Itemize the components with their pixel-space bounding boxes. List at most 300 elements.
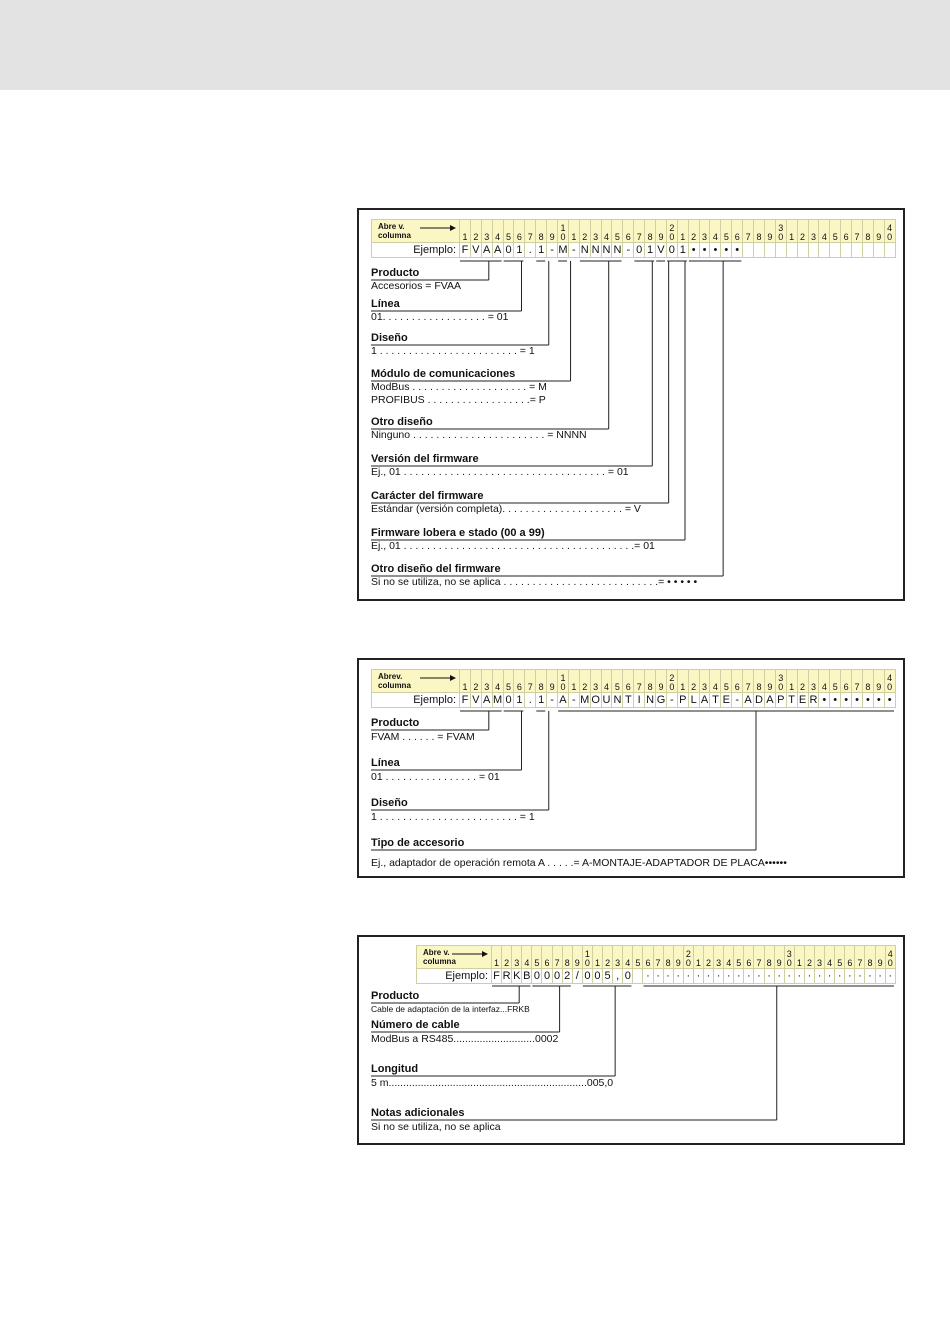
column-unit-number: 7 <box>854 232 860 242</box>
example-char-cell: A <box>700 693 709 706</box>
column-unit-number: 4 <box>712 682 718 692</box>
column-unit-number: 7 <box>745 232 751 242</box>
example-char-cell: U <box>602 693 611 706</box>
example-char-cell: 1 <box>536 243 547 258</box>
example-char-cell: • <box>862 693 873 708</box>
column-number-cell <box>634 670 645 693</box>
column-unit-number: 6 <box>734 232 740 242</box>
column-number-cell <box>732 220 743 243</box>
column-number-cell <box>786 670 797 693</box>
column-unit-number: 8 <box>865 232 871 242</box>
column-unit-number: 0 <box>778 682 784 692</box>
column-unit-number: 2 <box>582 682 588 692</box>
column-number-cell <box>582 946 592 969</box>
column-unit-number: 9 <box>767 682 773 692</box>
example-char-cell: V <box>657 243 665 256</box>
column-unit-number: 2 <box>473 232 479 242</box>
example-char-cell: 0 <box>584 969 591 982</box>
column-tens-marker: 2 <box>669 223 675 233</box>
example-char-cell: 0 <box>503 243 514 258</box>
column-unit-number: 4 <box>821 682 827 692</box>
example-char-cell <box>633 969 643 984</box>
column-number-cell <box>558 220 569 243</box>
example-char-cell: 0 <box>666 243 677 258</box>
column-unit-number: 3 <box>484 682 490 692</box>
column-number-cell <box>754 670 765 693</box>
section-value-line: Ej., adaptador de operación remota A . . . . .= A-MONTAJE-ADAPTADOR DE PLACA•••••• <box>371 857 787 869</box>
section-title: Línea <box>371 757 400 769</box>
example-char-cell: 0 <box>543 969 551 982</box>
example-char-cell: E <box>798 693 807 706</box>
example-char-cell: · <box>734 969 744 984</box>
column-number-cell <box>693 946 703 969</box>
section-value-line: Cable de adaptación de la interfaz...FRKB <box>371 1004 530 1014</box>
example-char-cell: G <box>656 693 666 706</box>
column-code-table <box>416 945 896 984</box>
column-unit-number: 7 <box>857 958 863 968</box>
section-value-line: 01 . . . . . . . . . . . . . . . . = 01 <box>371 771 500 783</box>
example-char-cell <box>862 243 873 258</box>
column-unit-number: 4 <box>604 232 610 242</box>
column-unit-number: 4 <box>712 232 718 242</box>
column-number-cell <box>855 946 865 969</box>
column-number-cell <box>724 946 734 969</box>
arrow-right-icon <box>420 674 456 682</box>
column-number-cell <box>552 946 562 969</box>
section-value-line: Accesorios = FVAA <box>371 280 461 292</box>
column-tens-marker: 2 <box>669 673 675 683</box>
section-value-line: ModBus . . . . . . . . . . . . . . . . . . . . = M <box>371 381 547 393</box>
column-unit-number: 0 <box>560 682 566 692</box>
abrev-label-line: Abre v. <box>378 222 405 231</box>
example-char-cell: A <box>493 243 502 256</box>
column-number-cell <box>845 946 855 969</box>
column-tens-marker: 4 <box>887 223 893 233</box>
example-char-cell: P <box>679 693 687 706</box>
column-number-cell <box>514 670 525 693</box>
column-number-cell <box>784 946 794 969</box>
column-unit-number: 1 <box>571 232 577 242</box>
column-number-cell <box>562 946 572 969</box>
section-value-line: ModBus a RS485............................0002 <box>371 1033 559 1045</box>
column-number-cell <box>797 220 808 243</box>
column-number-cell <box>830 220 841 243</box>
section-value-line: Ej., 01 . . . . . . . . . . . . . . . . . . . . . . . . . . . . . . . . . . . = 01 <box>371 466 629 478</box>
column-number-cell <box>875 946 885 969</box>
column-unit-number: 2 <box>691 232 697 242</box>
example-char-cell: · <box>855 969 865 984</box>
diagram-box-frkb <box>357 935 905 1145</box>
section-title: Otro diseño <box>371 416 433 428</box>
section-title: Producto <box>371 267 420 279</box>
example-char-cell: 0 <box>533 969 540 982</box>
example-char-cell: R <box>809 693 818 706</box>
example-char-cell: N <box>580 243 589 256</box>
column-number-cell <box>572 946 582 969</box>
example-char-cell: · <box>693 969 703 984</box>
abrev-column-label <box>372 220 460 243</box>
column-unit-number: 7 <box>756 958 762 968</box>
section-title: Línea <box>371 298 400 310</box>
column-number-cell <box>808 670 819 693</box>
column-unit-number: 3 <box>593 682 599 692</box>
column-number-cell <box>633 946 643 969</box>
section-title: Versión del firmware <box>371 453 479 465</box>
example-char-cell: · <box>845 969 855 984</box>
example-char-cell: · <box>815 969 825 984</box>
diagram-box-fvaa <box>357 208 905 601</box>
column-unit-number: 6 <box>734 682 740 692</box>
column-unit-number: 1 <box>789 232 795 242</box>
example-char-cell: · <box>744 969 754 984</box>
column-number-cell <box>764 670 775 693</box>
column-unit-number: 4 <box>625 958 631 968</box>
column-unit-number: 9 <box>549 232 555 242</box>
example-char-cell: N <box>613 243 622 256</box>
column-tens-marker: 3 <box>778 223 784 233</box>
column-unit-number: 7 <box>745 682 751 692</box>
example-label: Ejemplo: <box>372 693 460 708</box>
column-tens-marker: 4 <box>887 949 893 959</box>
column-unit-number: 1 <box>680 232 686 242</box>
example-char-cell: , <box>613 969 623 984</box>
section-title: Número de cable <box>371 1019 460 1031</box>
example-char-cell: · <box>774 969 784 984</box>
diagram-box-fvam <box>357 658 905 878</box>
example-char-cell: N <box>646 693 655 706</box>
column-unit-number: 8 <box>665 958 671 968</box>
column-number-cell <box>841 670 852 693</box>
abrev-label-line: columna <box>378 231 411 240</box>
column-unit-number: 5 <box>723 682 729 692</box>
column-unit-number: 9 <box>658 232 664 242</box>
column-unit-number: 4 <box>495 682 501 692</box>
example-char-cell: 0 <box>624 969 631 982</box>
column-number-cell <box>819 220 830 243</box>
column-number-cell <box>592 946 602 969</box>
column-unit-number: 2 <box>706 958 712 968</box>
column-number-cell <box>764 220 775 243</box>
example-char-cell <box>797 243 808 258</box>
column-number-cell <box>732 670 743 693</box>
example-char-cell: E <box>722 693 730 706</box>
example-char-cell: R <box>502 969 511 982</box>
example-char-cell <box>852 243 863 258</box>
column-unit-number: 7 <box>527 682 533 692</box>
section-value-line: Ej., 01 . . . . . . . . . . . . . . . . . . . . . . . . . . . . . . . . . . . . . . . .= 01 <box>371 540 655 552</box>
column-unit-number: 0 <box>685 958 691 968</box>
arrow-right-icon <box>452 950 488 958</box>
example-char-cell: F <box>460 243 471 258</box>
column-unit-number: 2 <box>504 958 510 968</box>
column-number-cell <box>547 670 558 693</box>
example-char-cell: A <box>483 693 491 706</box>
column-number-cell <box>590 220 601 243</box>
column-number-cell <box>623 946 633 969</box>
column-unit-number: 8 <box>865 682 871 692</box>
example-char-cell: · <box>794 969 804 984</box>
example-char-cell: • <box>699 243 710 258</box>
example-char-cell <box>786 243 797 258</box>
column-number-cell <box>775 220 786 243</box>
column-unit-number: 1 <box>462 232 468 242</box>
column-number-cell <box>699 670 710 693</box>
column-unit-number: 8 <box>756 682 762 692</box>
column-unit-number: 9 <box>877 958 883 968</box>
column-number-cell <box>677 220 688 243</box>
column-number-cell <box>568 220 579 243</box>
column-unit-number: 9 <box>574 958 580 968</box>
example-char-cell: M <box>558 243 568 256</box>
example-char-cell: I <box>634 693 645 708</box>
column-unit-number: 1 <box>571 682 577 692</box>
column-unit-number: 3 <box>817 958 823 968</box>
section-title: Carácter del firmware <box>371 490 484 502</box>
column-unit-number: 9 <box>549 682 555 692</box>
column-unit-number: 1 <box>594 958 600 968</box>
column-number-cell <box>656 670 667 693</box>
example-char-cell: • <box>819 693 830 708</box>
column-unit-number: 9 <box>767 232 773 242</box>
example-char-cell: 1 <box>514 243 525 258</box>
column-unit-number: 3 <box>593 232 599 242</box>
column-number-cell <box>532 946 542 969</box>
example-char-cell: 1 <box>536 693 547 708</box>
column-number-cell <box>460 670 471 693</box>
column-number-cell <box>688 220 699 243</box>
column-number-cell <box>514 220 525 243</box>
column-number-cell <box>542 946 552 969</box>
column-number-cell <box>503 220 514 243</box>
example-char-cell: • <box>721 243 732 258</box>
example-char-cell: · <box>875 969 885 984</box>
example-char-cell: T <box>623 693 634 708</box>
example-char-cell <box>808 243 819 258</box>
column-number-cell <box>714 946 724 969</box>
example-char-cell: · <box>784 969 794 984</box>
example-char-cell: · <box>673 969 683 984</box>
column-number-cell <box>536 220 547 243</box>
column-number-cell <box>754 946 764 969</box>
column-unit-number: 8 <box>564 958 570 968</box>
column-unit-number: 6 <box>625 232 631 242</box>
example-char-cell: . <box>525 693 536 708</box>
example-char-cell: 1 <box>514 693 525 708</box>
section-title: Tipo de accesorio <box>371 837 465 849</box>
column-tens-marker: 4 <box>887 673 893 683</box>
column-number-cell <box>470 670 481 693</box>
example-char-cell <box>819 243 830 258</box>
column-number-cell <box>460 220 471 243</box>
example-label: Ejemplo: <box>417 969 492 984</box>
column-unit-number: 9 <box>876 232 882 242</box>
column-unit-number: 5 <box>614 682 620 692</box>
example-char-cell: 0 <box>634 243 645 258</box>
column-unit-number: 4 <box>821 232 827 242</box>
example-char-cell: • <box>732 243 743 258</box>
example-char-cell <box>775 243 786 258</box>
section-value-line: 1 . . . . . . . . . . . . . . . . . . . . . . . . = 1 <box>371 811 535 823</box>
column-unit-number: 5 <box>534 958 540 968</box>
column-code-table <box>371 669 896 708</box>
column-number-cell <box>764 946 774 969</box>
example-char-cell: . <box>525 243 536 258</box>
example-char-cell: M <box>580 693 590 706</box>
column-unit-number: 3 <box>716 958 722 968</box>
column-code-table <box>371 219 896 258</box>
example-char-cell <box>873 243 884 258</box>
example-char-cell: A <box>483 243 491 256</box>
section-value-line: Estándar (versión completa). . . . . . . . . . . . . . . . . . . . . = V <box>371 503 641 515</box>
column-unit-number: 8 <box>647 232 653 242</box>
column-number-cell <box>547 220 558 243</box>
column-number-cell <box>819 670 830 693</box>
section-title: Longitud <box>371 1063 419 1075</box>
example-char-cell: 1 <box>677 243 688 258</box>
example-char-cell: - <box>568 243 579 258</box>
column-number-cell <box>865 946 875 969</box>
column-number-cell <box>774 946 784 969</box>
column-unit-number: 8 <box>766 958 772 968</box>
column-unit-number: 2 <box>582 232 588 242</box>
column-unit-number: 6 <box>843 682 849 692</box>
example-char-cell: K <box>513 969 521 982</box>
section-value-line: Si no se utiliza, no se aplica <box>371 1121 501 1133</box>
column-number-cell <box>666 670 677 693</box>
abrev-column-label <box>417 946 492 969</box>
section-title: Notas adicionales <box>371 1107 465 1119</box>
example-char-cell: • <box>710 243 721 258</box>
column-number-cell <box>613 946 623 969</box>
example-char-cell: · <box>885 969 895 984</box>
column-tens-marker: 1 <box>560 223 566 233</box>
column-number-cell <box>710 670 721 693</box>
abrev-label-line: columna <box>378 681 411 690</box>
column-number-cell <box>873 670 884 693</box>
column-number-cell <box>884 670 895 693</box>
column-number-cell <box>653 946 663 969</box>
column-unit-number: 6 <box>746 958 752 968</box>
example-char-cell: · <box>764 969 774 984</box>
column-number-cell <box>673 946 683 969</box>
column-number-cell <box>743 220 754 243</box>
column-number-cell <box>568 670 579 693</box>
example-char-cell: O <box>591 693 600 706</box>
column-number-cell <box>525 670 536 693</box>
column-number-cell <box>744 946 754 969</box>
column-number-cell <box>492 670 503 693</box>
section-value-line: PROFIBUS . . . . . . . . . . . . . . . . . .= P <box>371 394 546 406</box>
column-unit-number: 7 <box>655 958 661 968</box>
column-number-cell <box>612 670 623 693</box>
example-char-cell: N <box>591 243 600 256</box>
column-tens-marker: 1 <box>560 673 566 683</box>
column-unit-number: 9 <box>658 682 664 692</box>
column-number-cell <box>481 220 492 243</box>
column-unit-number: 7 <box>527 232 533 242</box>
column-number-cell <box>884 220 895 243</box>
column-unit-number: 5 <box>506 232 512 242</box>
column-number-cell <box>645 220 656 243</box>
section-value-line: Ninguno . . . . . . . . . . . . . . . . . . . . . . . = NNNN <box>371 429 587 441</box>
section-value-line: 1 . . . . . . . . . . . . . . . . . . . . . . . . = 1 <box>371 345 535 357</box>
column-unit-number: 8 <box>756 232 762 242</box>
example-char-cell: • <box>884 693 895 708</box>
column-number-cell <box>558 670 569 693</box>
column-unit-number: 8 <box>538 682 544 692</box>
column-number-cell <box>601 670 612 693</box>
example-label: Ejemplo: <box>372 243 460 258</box>
column-unit-number: 7 <box>636 682 642 692</box>
column-unit-number: 7 <box>636 232 642 242</box>
example-char-cell: · <box>724 969 734 984</box>
example-char-cell: · <box>804 969 814 984</box>
column-number-cell <box>841 220 852 243</box>
example-char-cell: · <box>643 969 653 984</box>
column-number-cell <box>804 946 814 969</box>
column-unit-number: 4 <box>827 958 833 968</box>
section-title: Otro diseño del firmware <box>371 563 501 575</box>
column-unit-number: 8 <box>867 958 873 968</box>
column-unit-number: 3 <box>484 232 490 242</box>
column-unit-number: 0 <box>584 958 590 968</box>
column-number-cell <box>825 946 835 969</box>
section-title: Firmware lobera e stado (00 a 99) <box>371 527 545 539</box>
example-char-cell: - <box>732 693 743 708</box>
column-number-cell <box>699 220 710 243</box>
example-char-cell: F <box>460 693 471 708</box>
example-char-cell: A <box>744 693 752 706</box>
section-value-line: FVAM . . . . . . = FVAM <box>371 731 475 743</box>
column-unit-number: 0 <box>560 232 566 242</box>
column-number-cell <box>721 670 732 693</box>
example-char-cell: 0 <box>503 693 514 708</box>
column-number-cell <box>815 946 825 969</box>
column-number-cell <box>862 670 873 693</box>
column-number-cell <box>536 670 547 693</box>
column-unit-number: 3 <box>702 232 708 242</box>
column-number-cell <box>590 670 601 693</box>
example-char-cell: 2 <box>564 969 571 982</box>
column-unit-number: 1 <box>695 958 701 968</box>
section-value-line: Si no se utiliza, no se aplica . . . . . . . . . . . . . . . . . . . . . . . . . . .= • • • • • <box>371 576 698 588</box>
column-number-cell <box>852 670 863 693</box>
column-number-cell <box>688 670 699 693</box>
example-char-cell: · <box>683 969 693 984</box>
column-unit-number: 9 <box>776 958 782 968</box>
column-number-cell <box>703 946 713 969</box>
column-number-cell <box>677 670 688 693</box>
example-char-cell <box>754 243 765 258</box>
example-char-cell: - <box>623 243 634 258</box>
abrev-label-line: Abre v. <box>423 948 450 957</box>
column-unit-number: 6 <box>516 682 522 692</box>
example-char-cell <box>764 243 775 258</box>
column-number-cell <box>601 220 612 243</box>
example-char-cell: V <box>472 243 480 256</box>
example-char-cell: · <box>825 969 835 984</box>
example-char-cell: D <box>755 693 763 706</box>
column-unit-number: 2 <box>800 232 806 242</box>
column-number-cell <box>873 220 884 243</box>
example-char-cell: · <box>663 969 673 984</box>
column-number-cell <box>743 670 754 693</box>
column-unit-number: 2 <box>800 682 806 692</box>
column-unit-number: 1 <box>789 682 795 692</box>
example-char-cell: - <box>547 693 558 708</box>
column-number-cell <box>852 220 863 243</box>
example-char-cell: - <box>568 693 579 708</box>
